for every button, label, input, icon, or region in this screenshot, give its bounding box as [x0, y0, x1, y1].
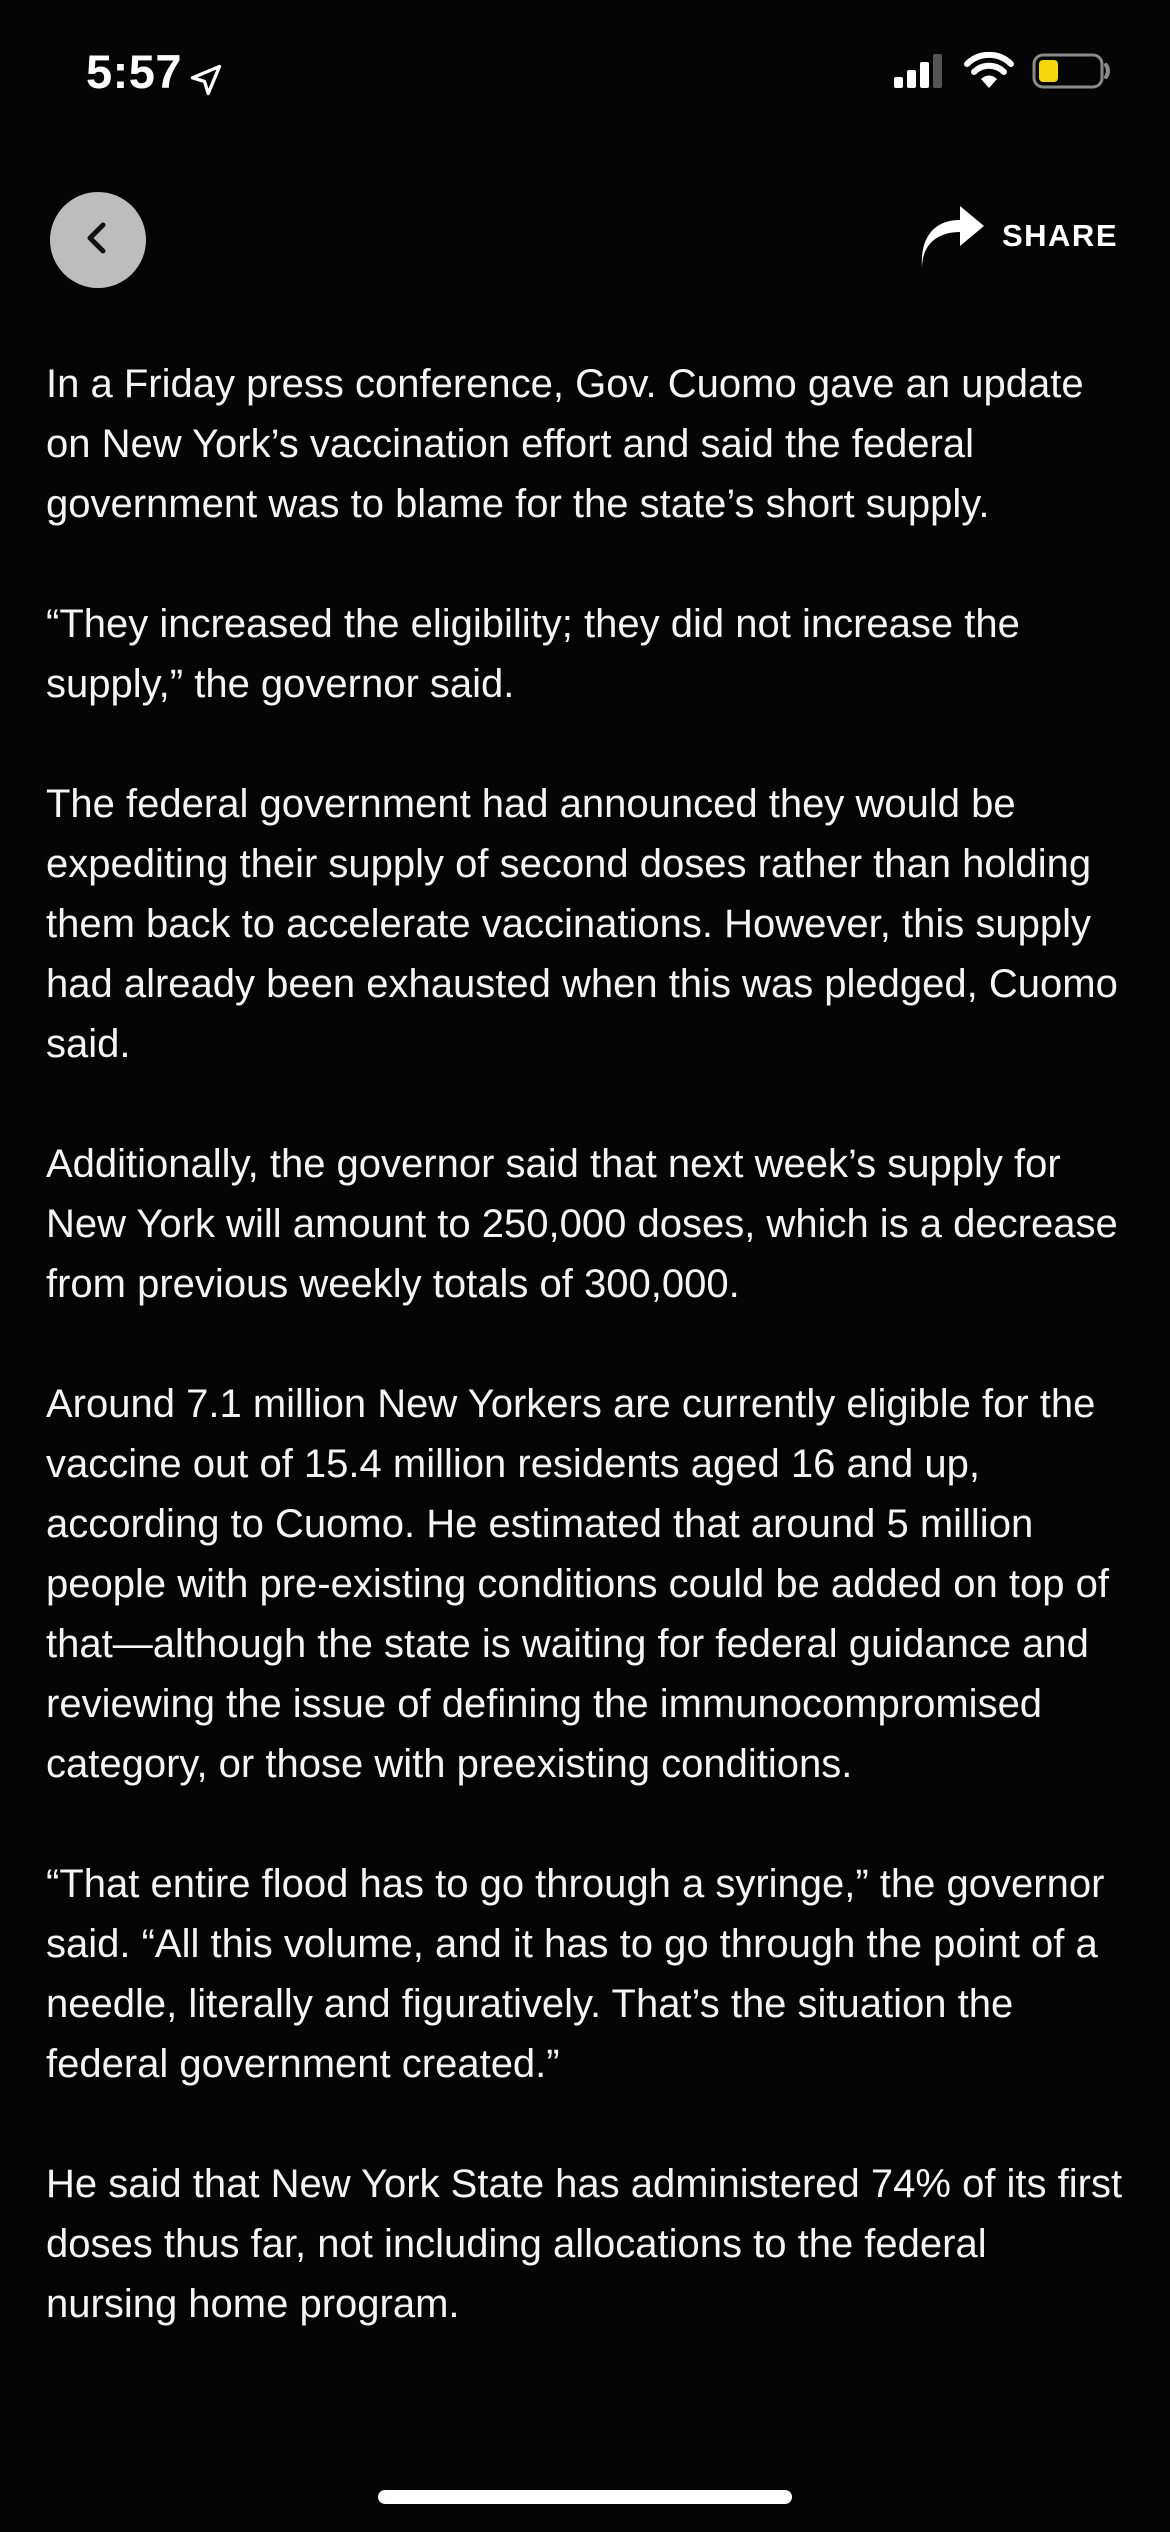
clock-text: 5:57: [86, 45, 183, 98]
share-arrow-icon: [916, 204, 986, 268]
status-icons: [892, 52, 1112, 90]
article-paragraph: Around 7.1 million New Yorkers are currently eligible for the vaccine out of 15.4 million residents aged 16 and up, according to Cuomo. He estimated that around 5 million people with pre-existing conditions could be added on top of that—although the state is waiting for federal guidance and reviewing the issue of defining the immunocompromised category, or those with preexisting conditions.: [46, 1382, 1109, 1786]
article-paragraph: “They increased the eligibility; they did not increase the supply,” the governor said.: [46, 602, 1020, 706]
wifi-icon: [964, 52, 1014, 90]
status-bar: [0, 0, 1170, 150]
home-indicator[interactable]: [378, 2490, 792, 2504]
article-paragraph: Additionally, the governor said that next week’s supply for New York will amount to 250,000 doses, which is a decrease from previous weekly totals of 300,000.: [46, 1142, 1118, 1306]
chevron-left-icon: [78, 218, 118, 263]
article-paragraph: “That entire flood has to go through a syringe,” the governor said. “All this volume, and it has to go through the point of a needle, literally and figuratively. That’s the situation the federal government created.”: [46, 1862, 1105, 2086]
article-paragraph: The federal government had announced they would be expediting their supply of second doses rather than holding them back to accelerate vaccinations. However, this supply had already been exhausted when this was pledged, Cuomo said.: [46, 782, 1118, 1066]
location-arrow-icon: [188, 54, 224, 90]
back-button[interactable]: [50, 192, 146, 288]
article-paragraph: He said that New York State has administered 74% of its first doses thus far, not including allocations to the federal nursing home program.: [46, 2162, 1123, 2326]
status-time: [86, 44, 224, 99]
cellular-signal-icon: [892, 53, 946, 89]
battery-icon: [1032, 52, 1112, 90]
share-button[interactable]: [916, 204, 1118, 268]
share-label: SHARE: [1001, 218, 1118, 253]
article-paragraph: In a Friday press conference, Gov. Cuomo gave an update on New York’s vaccination effort and said the federal government was to blame for the state’s short supply.: [46, 362, 1084, 526]
article-body: [46, 354, 1126, 2394]
